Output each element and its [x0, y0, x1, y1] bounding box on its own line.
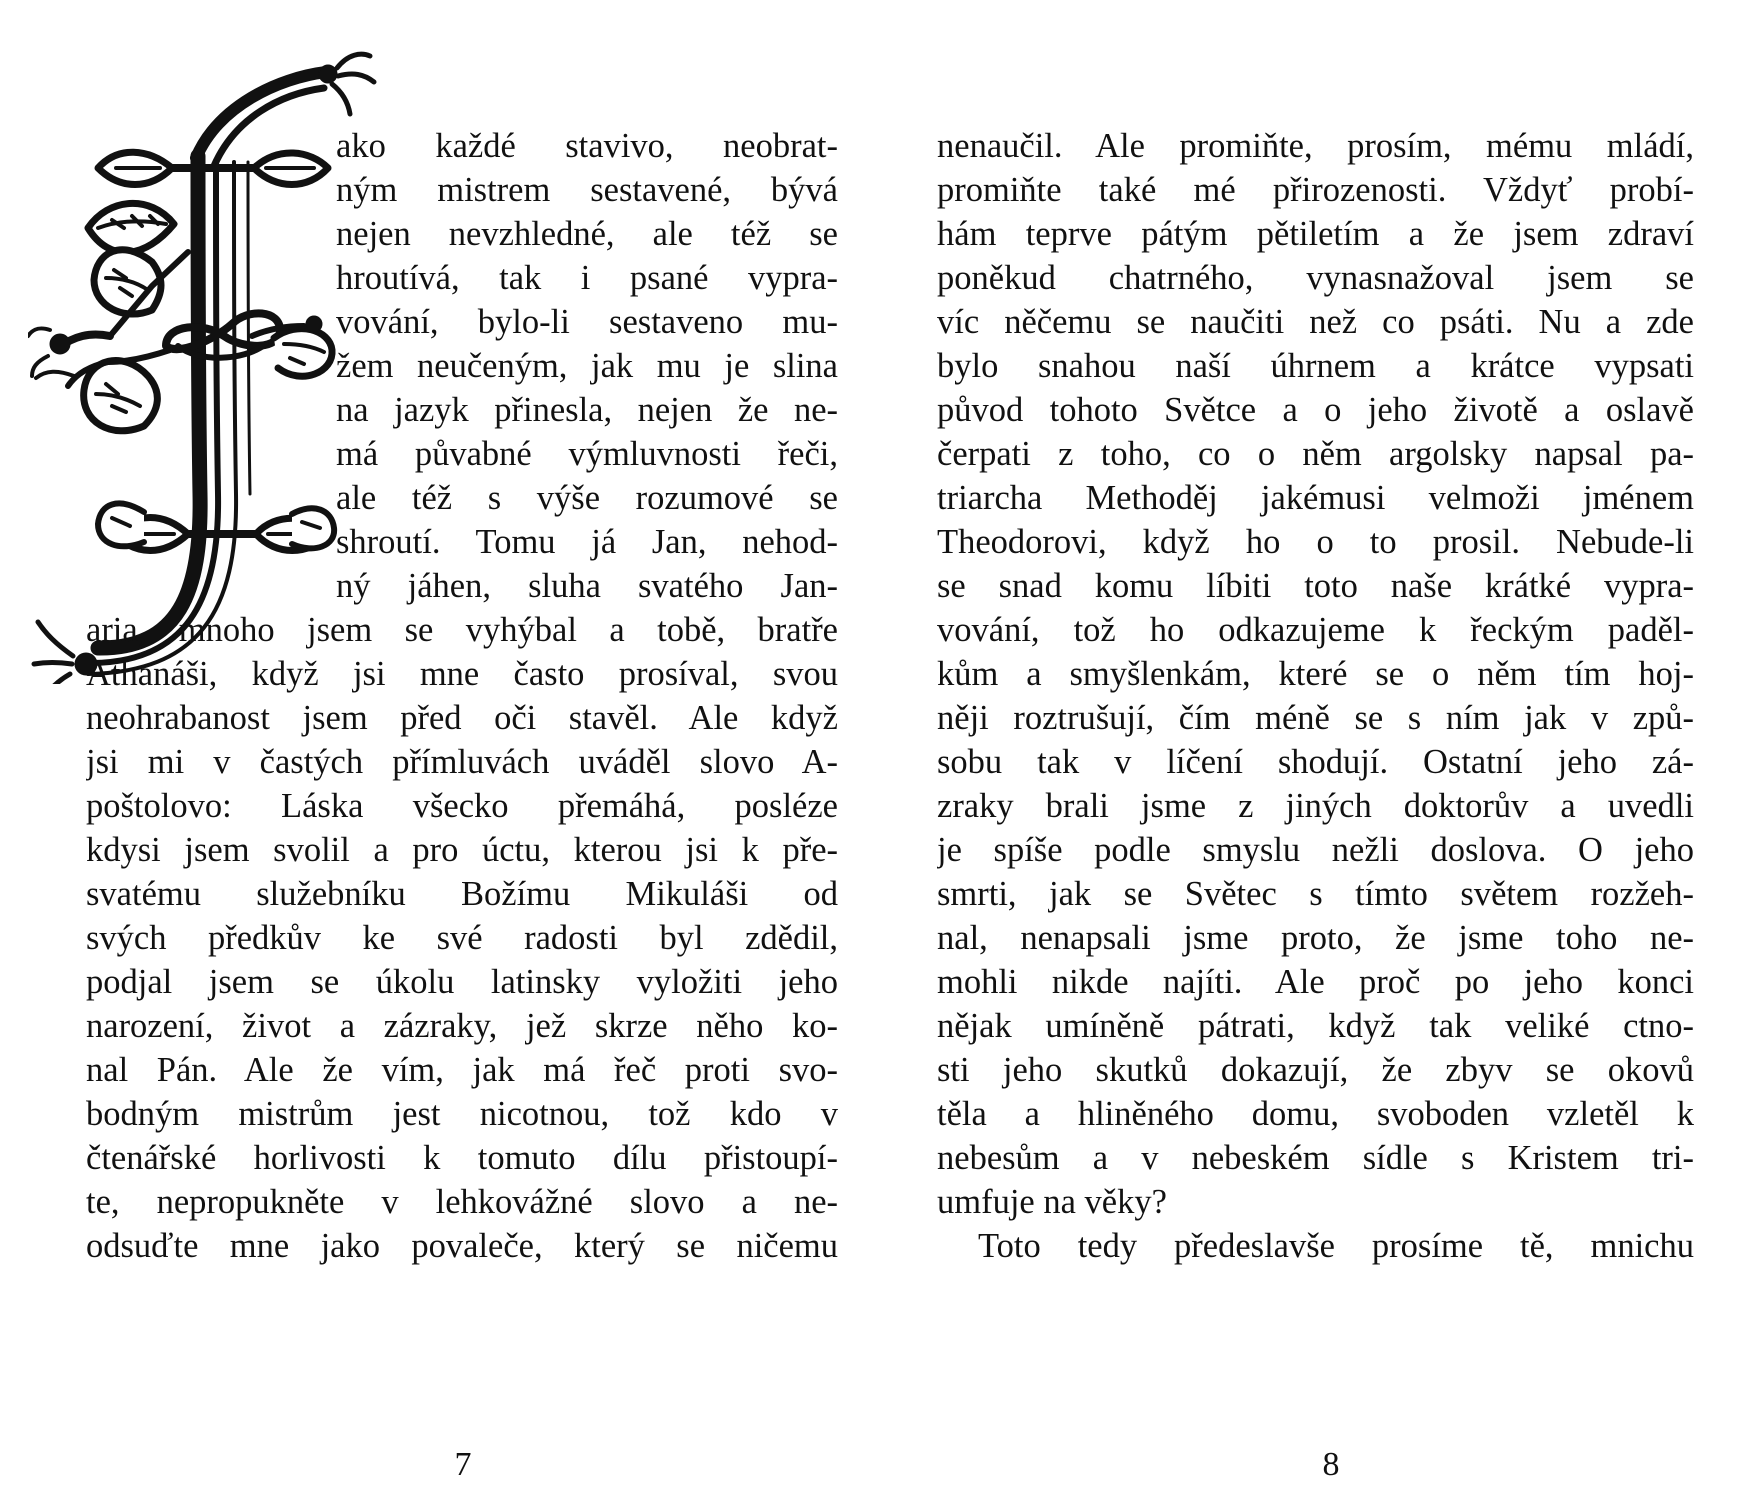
text-line: svých předkův ke své radosti byl zdědil,: [86, 919, 838, 957]
text-line: ným mistrem sestavené, bývá: [336, 171, 838, 209]
text-line: na jazyk přinesla, nejen že ne-: [336, 391, 838, 429]
text-line: poněkud chatrného, vynasnažoval jsem se: [937, 259, 1694, 297]
text-line: mohli nikde najíti. Ale proč po jeho konci: [937, 963, 1694, 1001]
text-line: ný jáhen, sluha svatého Jan-: [336, 567, 838, 605]
text-line: promiňte také mé přirozenosti. Vždyť probí-: [937, 171, 1694, 209]
text-line: shroutí. Tomu já Jan, nehod-: [336, 523, 838, 561]
text-line: nal Pán. Ale že vím, jak má řeč proti svo-: [86, 1051, 838, 1089]
text-line: umfuje na věky?: [937, 1183, 1167, 1221]
text-line: má půvabné výmluvnosti řeči,: [336, 435, 838, 473]
text-line: kdysi jsem svolil a pro úctu, kterou jsi k pře-: [86, 831, 838, 869]
text-line: svatému služebníku Božímu Mikuláši od: [86, 875, 838, 913]
text-line: odsuďte mne jako povaleče, který se ničemu: [86, 1227, 838, 1265]
text-line: Athanáši, když jsi mne často prosíval, svou: [86, 655, 838, 693]
text-line: sobu tak v líčení shodují. Ostatní jeho zá-: [937, 743, 1694, 781]
text-line: poštolovo: Láska všecko přemáhá, posléze: [86, 787, 838, 825]
text-line: podjal jsem se úkolu latinsky vyložiti jeho: [86, 963, 838, 1001]
text-line: Toto tedy předeslavše prosíme tě, mnichu: [978, 1227, 1694, 1265]
text-line: ale též s výše rozumové se: [336, 479, 838, 517]
page-number: 7: [454, 1446, 472, 1483]
text-line: něji roztrušují, čím méně se s ním jak v způ-: [937, 699, 1694, 737]
text-line: smrti, jak se Světec s tímto světem rozžeh-: [937, 875, 1694, 913]
text-line: nenaučil. Ale promiňte, prosím, mému mládí,: [937, 127, 1694, 165]
text-line: čtenářské horlivosti k tomuto dílu přistoupí-: [86, 1139, 838, 1177]
left-page: [0, 0, 850, 1500]
text-line: zraky brali jsme z jiných doktorův a uvedli: [937, 787, 1694, 825]
text-line: víc něčemu se naučiti než co psáti. Nu a zde: [937, 303, 1694, 341]
text-line: narození, život a zázraky, jež skrze něho ko-: [86, 1007, 838, 1045]
text-line: bodným mistrům jest nicotnou, tož kdo v: [86, 1095, 838, 1133]
text-line: původ tohoto Světce a o jeho životě a oslavě: [937, 391, 1694, 429]
text-line: hám teprve pátým pětiletím a že jsem zdraví: [937, 215, 1694, 253]
text-line: těla a hliněného domu, svoboden vzletěl k: [937, 1095, 1694, 1133]
text-line: ako každé stavivo, neobrat-: [336, 127, 838, 165]
text-line: hroutívá, tak i psané vypra-: [336, 259, 838, 297]
text-line: bylo snahou naší úhrnem a krátce vypsati: [937, 347, 1694, 385]
text-line: jsi mi v častých přímluvách uváděl slovo A-: [86, 743, 838, 781]
text-line: te, nepropukněte v lehkovážné slovo a ne-: [86, 1183, 838, 1221]
text-line: žem neučeným, jak mu je slina: [336, 347, 838, 385]
text-line: aria, mnoho jsem se vyhýbal a tobě, bratře: [86, 611, 838, 649]
text-line: se snad komu líbiti toto naše krátké vypra-: [937, 567, 1694, 605]
text-line: nějak umíněně pátrati, když tak veliké ctno-: [937, 1007, 1694, 1045]
text-line: Theodorovi, když ho o to prosil. Nebude-li: [937, 523, 1694, 561]
text-line: kům a smyšlenkám, které se o něm tím hoj-: [937, 655, 1694, 693]
text-line: vování, tož ho odkazujeme k řeckým paděl-: [937, 611, 1694, 649]
text-line: nebesům a v nebeském sídle s Kristem tri-: [937, 1139, 1694, 1177]
text-line: čerpati z toho, co o něm argolsky napsal pa-: [937, 435, 1694, 473]
right-page: [870, 0, 1720, 1500]
text-line: vování, bylo-li sestaveno mu-: [336, 303, 838, 341]
text-line: triarcha Methoděj jakémusi velmoži jménem: [937, 479, 1694, 517]
text-line: sti jeho skutků dokazují, že zbyv se okovů: [937, 1051, 1694, 1089]
page-number: 8: [1322, 1446, 1340, 1483]
text-line: je spíše podle smyslu nežli doslova. O jeho: [937, 831, 1694, 869]
text-line: neohrabanost jsem před oči stavěl. Ale když: [86, 699, 838, 737]
text-line: nal, nenapsali jsme proto, že jsme toho ne-: [937, 919, 1694, 957]
text-line: nejen nevzhledné, ale též se: [336, 215, 838, 253]
